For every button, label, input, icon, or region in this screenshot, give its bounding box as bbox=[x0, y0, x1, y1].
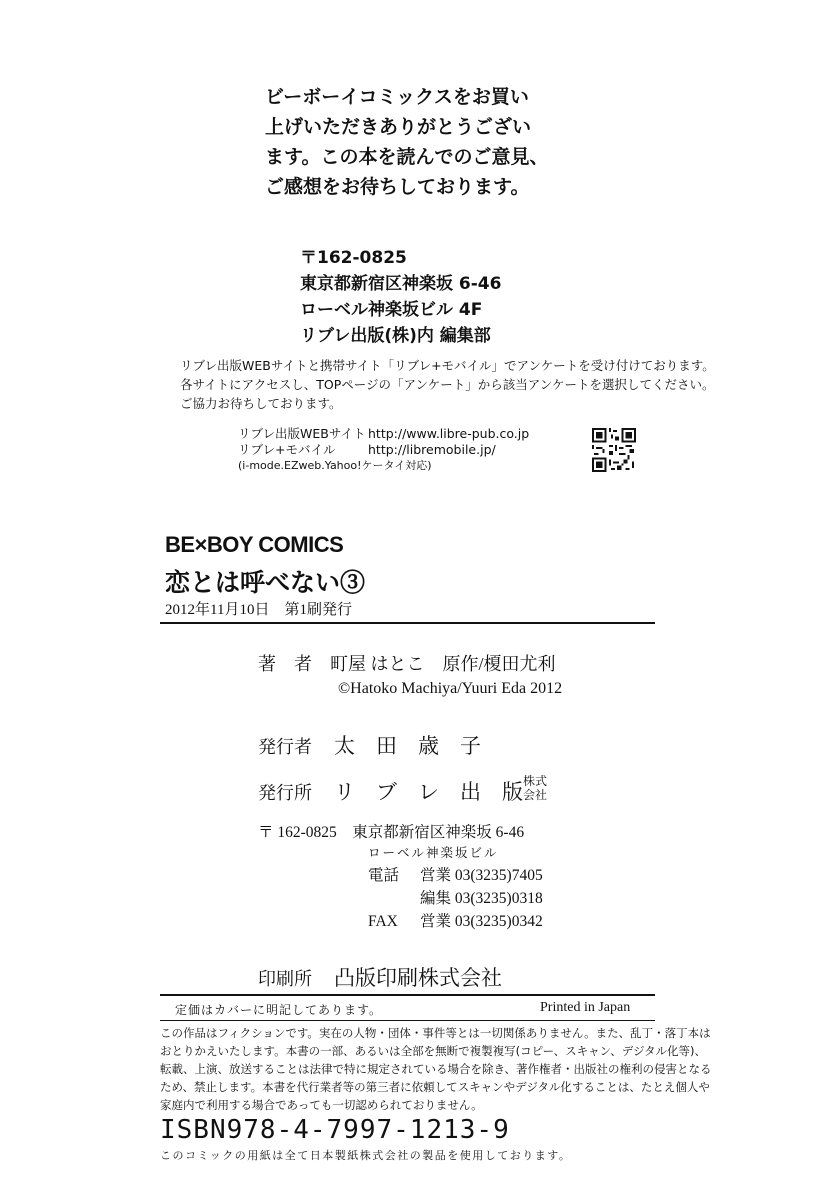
copyright: ©Hatoko Machiya/Yuuri Eda 2012 bbox=[338, 680, 563, 697]
printed-in-japan: Printed in Japan bbox=[540, 1000, 631, 1015]
kabushiki-line: 会社 bbox=[523, 788, 548, 802]
mobile-site-label: リブレ+モバイル bbox=[238, 442, 336, 457]
intro-line: ます。この本を読んでのご意見、 bbox=[265, 146, 549, 168]
address-line: ローベル神楽坂ビル 4F bbox=[300, 300, 483, 320]
site-links bbox=[238, 426, 529, 474]
publisher-building: ローベル神楽坂ビル bbox=[368, 846, 499, 860]
tel-edit: 編集 03(3235)0318 bbox=[420, 890, 543, 907]
tel-sales: 営業 03(3235)7405 bbox=[420, 867, 543, 884]
printer-key: 印刷所 bbox=[258, 969, 312, 989]
notice-line: ご協力お待ちしております。 bbox=[180, 396, 342, 411]
printer-row bbox=[258, 962, 502, 992]
address-line: リブレ出版(株)内 編集部 bbox=[300, 326, 491, 346]
editorial-address bbox=[300, 245, 501, 349]
publisher-row bbox=[258, 776, 523, 806]
printer-value: 凸版印刷株式会社 bbox=[334, 966, 502, 990]
notice-line: 各サイトにアクセスし、TOPページの「アンケート」から該当アンケートを選択してください。 bbox=[180, 377, 715, 392]
publisher-address: 〒 162-0825 東京都新宿区神楽坂 6-46 bbox=[258, 824, 525, 841]
qr-code-icon bbox=[592, 428, 636, 472]
author-value: 町屋 はとこ 原作/榎田尤利 bbox=[330, 654, 556, 674]
price-note: 定価はカバーに明記してあります。 bbox=[175, 1003, 383, 1017]
tel-sales-row bbox=[368, 863, 543, 885]
address-line: 〒162-0825 bbox=[300, 248, 407, 268]
fax-sales: 営業 03(3235)0342 bbox=[420, 913, 543, 930]
kabushiki-line: 株式 bbox=[523, 774, 548, 788]
isbn: ISBN978-4-7997-1213-9 bbox=[160, 1115, 510, 1145]
address-line: 東京都新宿区神楽坂 6-46 bbox=[300, 274, 502, 294]
publisher-value: リ ブ レ 出 版 bbox=[334, 780, 523, 804]
notice-line: リブレ出版WEBサイトと携帯サイト「リブレ+モバイル」でアンケートを受け付けております。 bbox=[180, 358, 715, 373]
publish-date: 2012年11月10日 第1刷発行 bbox=[165, 602, 352, 618]
publisher-person-key: 発行者 bbox=[258, 737, 312, 757]
web-site-row bbox=[238, 426, 529, 442]
legal-notice bbox=[160, 1024, 712, 1114]
intro-message bbox=[265, 82, 548, 202]
intro-line: ご感想をお待ちしております。 bbox=[265, 176, 530, 198]
legal-divider bbox=[160, 1020, 655, 1021]
fax-key: FAX bbox=[368, 913, 398, 930]
legal-line: ため、禁止します。本書を代行業者等の第三者に依頼してスキャンやデジタル化することは、たとえ個人や bbox=[160, 1080, 710, 1094]
legal-line: おとりかえいたします。本書の一部、あるいは全部を無断で複製複写(コピー、スキャン、デジタル化等)、 bbox=[160, 1044, 707, 1058]
publisher-person-row bbox=[258, 730, 481, 760]
series-label: BE×BOY COMICS bbox=[165, 532, 344, 557]
intro-line: ビーボーイコミックスをお買い bbox=[265, 86, 529, 108]
legal-line: 家庭内で利用する場合であっても一切認められておりません。 bbox=[160, 1098, 483, 1112]
intro-line: 上げいただきありがとうござい bbox=[265, 116, 532, 138]
tel-key: 電話 bbox=[368, 867, 400, 884]
mobile-note: (i-mode.EZweb.Yahoo!ケータイ対応) bbox=[238, 459, 432, 472]
web-site-url[interactable]: http://www.libre-pub.co.jp bbox=[368, 426, 530, 441]
legal-line: 転載、上演、放送することは法律で特に規定されている場合を除き、著作権者・出版社の権利の侵害となる bbox=[160, 1062, 712, 1076]
legal-line: この作品はフィクションです。実在の人物・団体・事件等とは一切関係ありません。また、乱丁・落丁本は bbox=[160, 1026, 711, 1040]
mobile-site-row bbox=[238, 442, 529, 458]
kabushiki-kaisha bbox=[523, 774, 547, 802]
author-row bbox=[258, 650, 556, 676]
author-key: 著 者 bbox=[258, 654, 312, 674]
book-title: 恋とは呼べない③ bbox=[165, 568, 366, 597]
publisher-person-value: 太 田 歳 子 bbox=[334, 734, 481, 758]
web-site-label: リブレ出版WEBサイト bbox=[238, 426, 366, 441]
title-divider bbox=[160, 622, 655, 624]
paper-note: このコミックの用紙は全て日本製紙株式会社の製品を使用しております。 bbox=[160, 1149, 572, 1162]
mobile-site-url[interactable]: http://libremobile.jp/ bbox=[368, 442, 496, 457]
survey-notice bbox=[180, 356, 715, 413]
publisher-key: 発行所 bbox=[258, 783, 312, 803]
fax-row bbox=[368, 909, 543, 931]
printer-divider bbox=[160, 994, 655, 996]
